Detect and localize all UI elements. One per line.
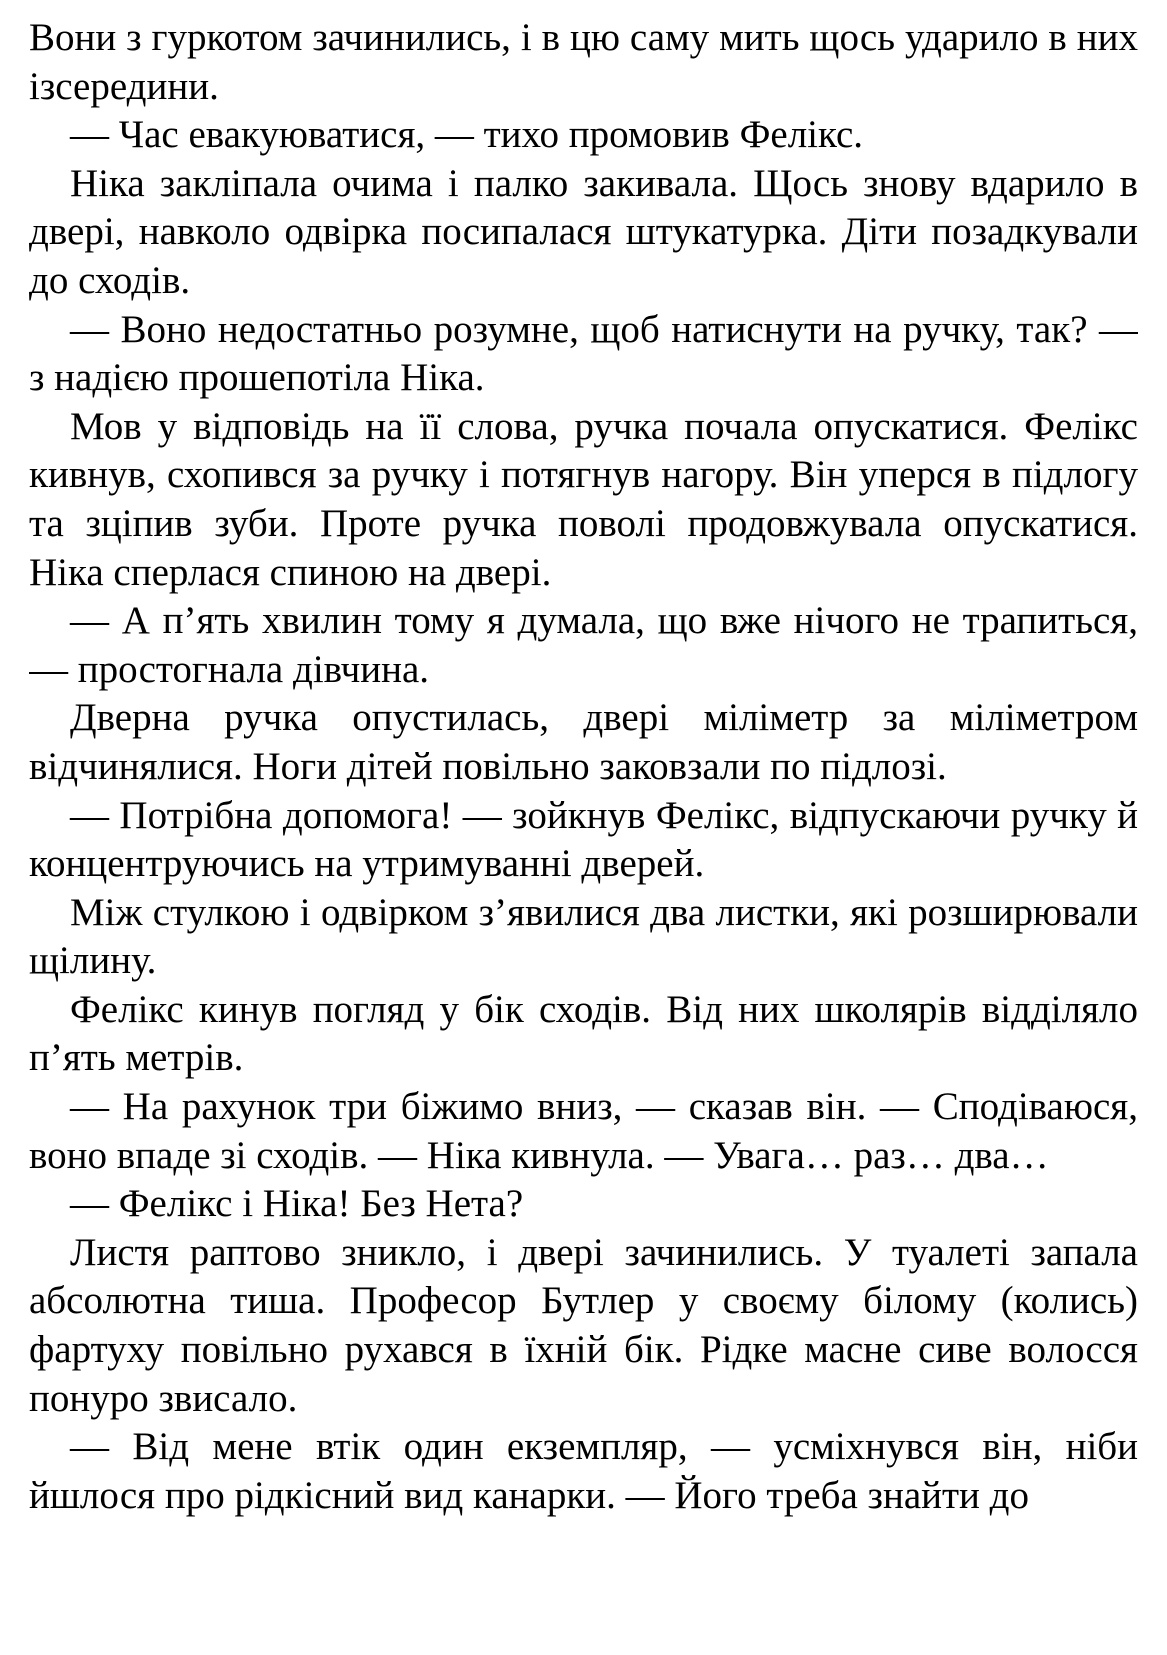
paragraph-dialogue: — А п’ять хвилин тому я думала, що вже нічого не трапиться, — простогнала дівчина. bbox=[29, 599, 1138, 691]
paragraph-dialogue: — На рахунок три біжимо вниз, — сказав він. — Сподіваюся, воно впаде зі сходів. — Ніка кивнула. — Увага… раз… два… bbox=[29, 1085, 1138, 1177]
paragraph-continuation: Вони з гуркотом зачинились, і в цю саму мить щось ударило в них ізсередини. bbox=[29, 16, 1138, 108]
paragraph: Ніка закліпала очима і палко закивала. Щось знову вдарило в двері, навколо одвірка посипалася штукатурка. Діти позадкували до сходів. bbox=[29, 161, 1138, 302]
paragraph-dialogue: — Фелікс і Ніка! Без Нета? bbox=[70, 1182, 524, 1226]
paragraph-dialogue: — Від мене втік один екземпляр, — усміхнувся він, ніби йшлося про рідкісний вид канарки. — Його треба знайти до bbox=[29, 1425, 1138, 1517]
book-page bbox=[29, 14, 1138, 1644]
paragraph: Дверна ручка опустилась, двері міліметр за міліметром відчинялися. Ноги дітей повільно заковзали по підлозі. bbox=[29, 696, 1138, 788]
paragraph-dialogue: — Час евакуюватися, — тихо промовив Фелікс. bbox=[70, 113, 864, 157]
paragraph-dialogue: — Потрібна допомога! — зойкнув Фелікс, відпускаючи ручку й концентруючись на утримуванні дверей. bbox=[29, 793, 1138, 886]
paragraph: Між стулкою і одвірком з’явилися два листки, які розширювали щілину. bbox=[29, 890, 1138, 983]
paragraph: Фелікс кинув погляд у бік сходів. Від них школярів відділяло п’ять метрів. bbox=[29, 987, 1138, 1080]
paragraph: Листя раптово зникло, і двері зачинились. У туалеті запала абсолютна тиша. Професор Бутлер у своєму білому (колись) фартуху повільно рухався в їхній бік. Рідке масне сиве волосся понуро звисало. bbox=[29, 1230, 1138, 1420]
paragraph-dialogue: — Воно недостатньо розумне, щоб натиснути на ручку, так? — з надією прошепотіла Ніка. bbox=[29, 307, 1138, 400]
paragraph: Мов у відповідь на її слова, ручка почала опускатися. Фелікс кивнув, схопився за ручку і потягнув нагору. Він уперся в підлогу та зціпив зуби. Проте ручка поволі продовжувала опускатися. Ніка сперлася спиною на двері. bbox=[29, 404, 1138, 594]
